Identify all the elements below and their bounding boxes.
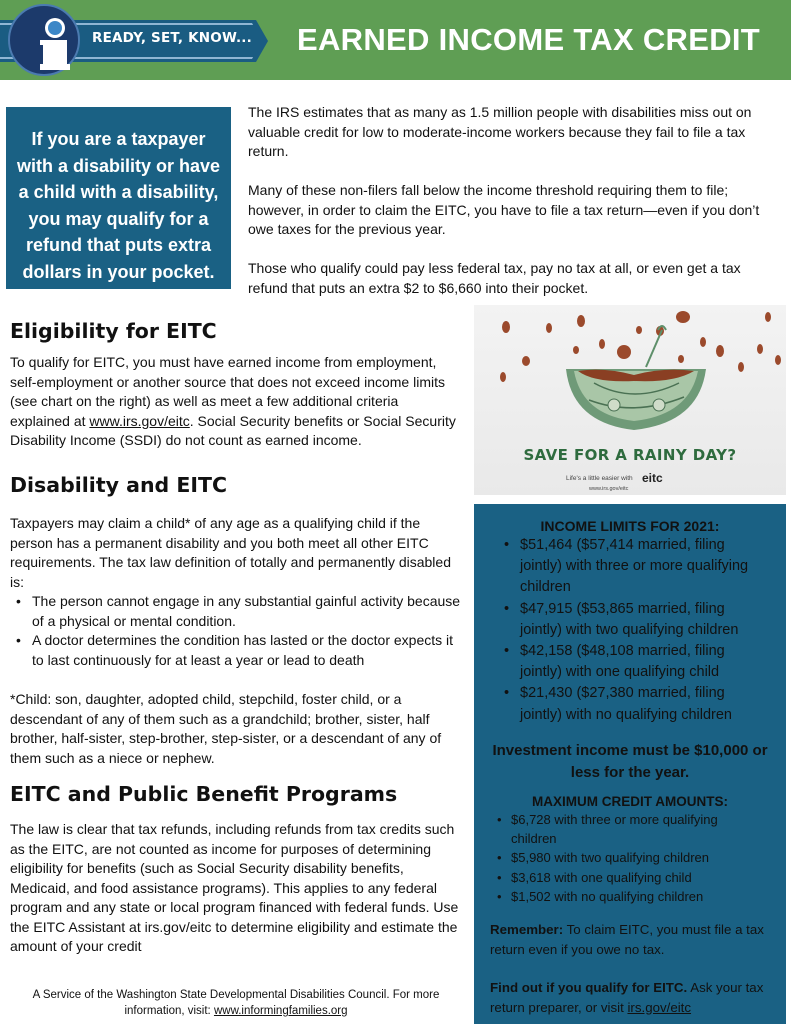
list-item: • $3,618 with one qualifying child [511, 868, 761, 887]
benefits-text: The law is clear that tax refunds, including refunds from tax credits such as the EITC, are not counted as income for purposes of determining eligibility for benefits (such as Social Security disability benefits, Medicaid, and food assistance programs). This applies to any federal program and any state or local program financed with federal funds. Use the EITC Assistant at irs.gov/eitc to determine eligibility and estimate the amount of your credit [10, 821, 459, 954]
disability-criteria-list [10, 592, 462, 670]
eligibility-heading: Eligibility for EITC [10, 319, 217, 343]
page-title: EARNED INCOME TAX CREDIT [297, 22, 761, 57]
umbrella-coins-illustration [474, 305, 786, 495]
irs-eitc-panel-link[interactable]: irs.gov/eitc [627, 999, 692, 1015]
list-item: • $47,915 ($53,865 married, filing jointly) with two qualifying children [520, 599, 750, 641]
photo-url: www.irs.gov/eitc [589, 486, 629, 492]
max-credit-heading: MAXIMUM CREDIT AMOUNTS: [532, 794, 728, 809]
intro-paragraph-3: Those who qualify could pay less federal tax, pay no tax at all, or even get a tax refund that puts an extra $2 to $6,660 into their pocket. [248, 260, 741, 296]
benefits-heading: EITC and Public Benefit Programs [10, 782, 398, 806]
disability-heading: Disability and EITC [10, 473, 228, 497]
income-limits-list [520, 535, 750, 726]
max-credit-list [511, 810, 761, 906]
photo-caption: SAVE FOR A RAINY DAY? [523, 446, 737, 464]
list-item: • $5,980 with two qualifying children [511, 848, 761, 867]
footer-credit: A Service of the Washington State Developmental Disabilities Council. For more information, visit: www.informingfamilies.org [32, 989, 440, 1017]
eligibility-text: To qualify for EITC, you must have earned income from employment, self-employment or another source that does not exceed income limits (see chart on the right) as well as meet a few additional criteria explained at www.irs.gov/eitc. Social Security benefits or Social Security Disability Income (SSDI) do not count as earned income. [10, 354, 456, 448]
info-icon [8, 4, 80, 76]
child-footnote: *Child: son, daughter, adopted child, stepchild, foster child, or a descendant of any of them such as a grandchild; brother, sister, half brother, half-sister, step-brother, step-sister, or a descendant of any of them such as a niece or nephew. [10, 691, 442, 766]
irs-eitc-link[interactable]: www.irs.gov/eitc [89, 412, 190, 429]
remember-note: Remember: To claim EITC, you must file a tax return even if you owe no tax. [490, 922, 764, 957]
list-item: • A doctor determines the condition has lasted or the doctor expects it to last continuously for at least a year or lead to death [10, 631, 462, 670]
callout-text: If you are a taxpayer with a disability or have a child with a disability, you may qualify for a refund that puts extra dollars in your pocket. [16, 129, 221, 282]
disability-intro: Taxpayers may claim a child* of any age as a qualifying child if the person has a permanent disability and you both meet all other EITC requirements. The tax law definition of totally and permanently disabled is: [10, 515, 451, 590]
photo-tagline: Life's a little easier with [566, 475, 633, 482]
disability-text [10, 514, 462, 670]
list-item: • $1,502 with no qualifying children [511, 887, 761, 906]
investment-income-note: Investment income must be $10,000 or less for the year. [492, 742, 768, 781]
umbrella-photo [474, 305, 786, 495]
list-item: • $42,158 ($48,108 married, filing jointly) with one qualifying child [520, 641, 750, 683]
header-banner [0, 0, 791, 80]
intro-paragraph-1: The IRS estimates that as many as 1.5 million people with disabilities miss out on valuable credit for low to moderate-income workers because they fail to file a tax return. [248, 104, 752, 159]
callout-box [6, 107, 231, 289]
informing-families-link[interactable]: www.informingfamilies.org [213, 1005, 348, 1017]
list-item: • $6,728 with three or more qualifying children [511, 810, 761, 848]
list-item: • $51,464 ($57,414 married, filing jointly) with three or more qualifying children [520, 535, 750, 599]
find-out-note: Find out if you qualify for EITC. Ask your tax return preparer, or visit irs.gov/eitc [490, 980, 764, 1015]
list-item: • The person cannot engage in any substantial gainful activity because of a physical or mental condition. [10, 592, 462, 631]
intro-paragraph-2: Many of these non-filers fall below the income threshold requiring them to file; however, in order to claim the EITC, you have to file a tax return—even if you don’t owe taxes for the previous year. [248, 182, 760, 237]
intro-text [248, 103, 778, 318]
eitc-logo: eitc [642, 471, 663, 485]
ribbon-text: READY, SET, KNOW... [92, 30, 252, 46]
income-limits-heading: INCOME LIMITS FOR 2021: [540, 518, 720, 534]
list-item: • $21,430 ($27,380 married, filing jointly) with no qualifying children [520, 683, 750, 725]
